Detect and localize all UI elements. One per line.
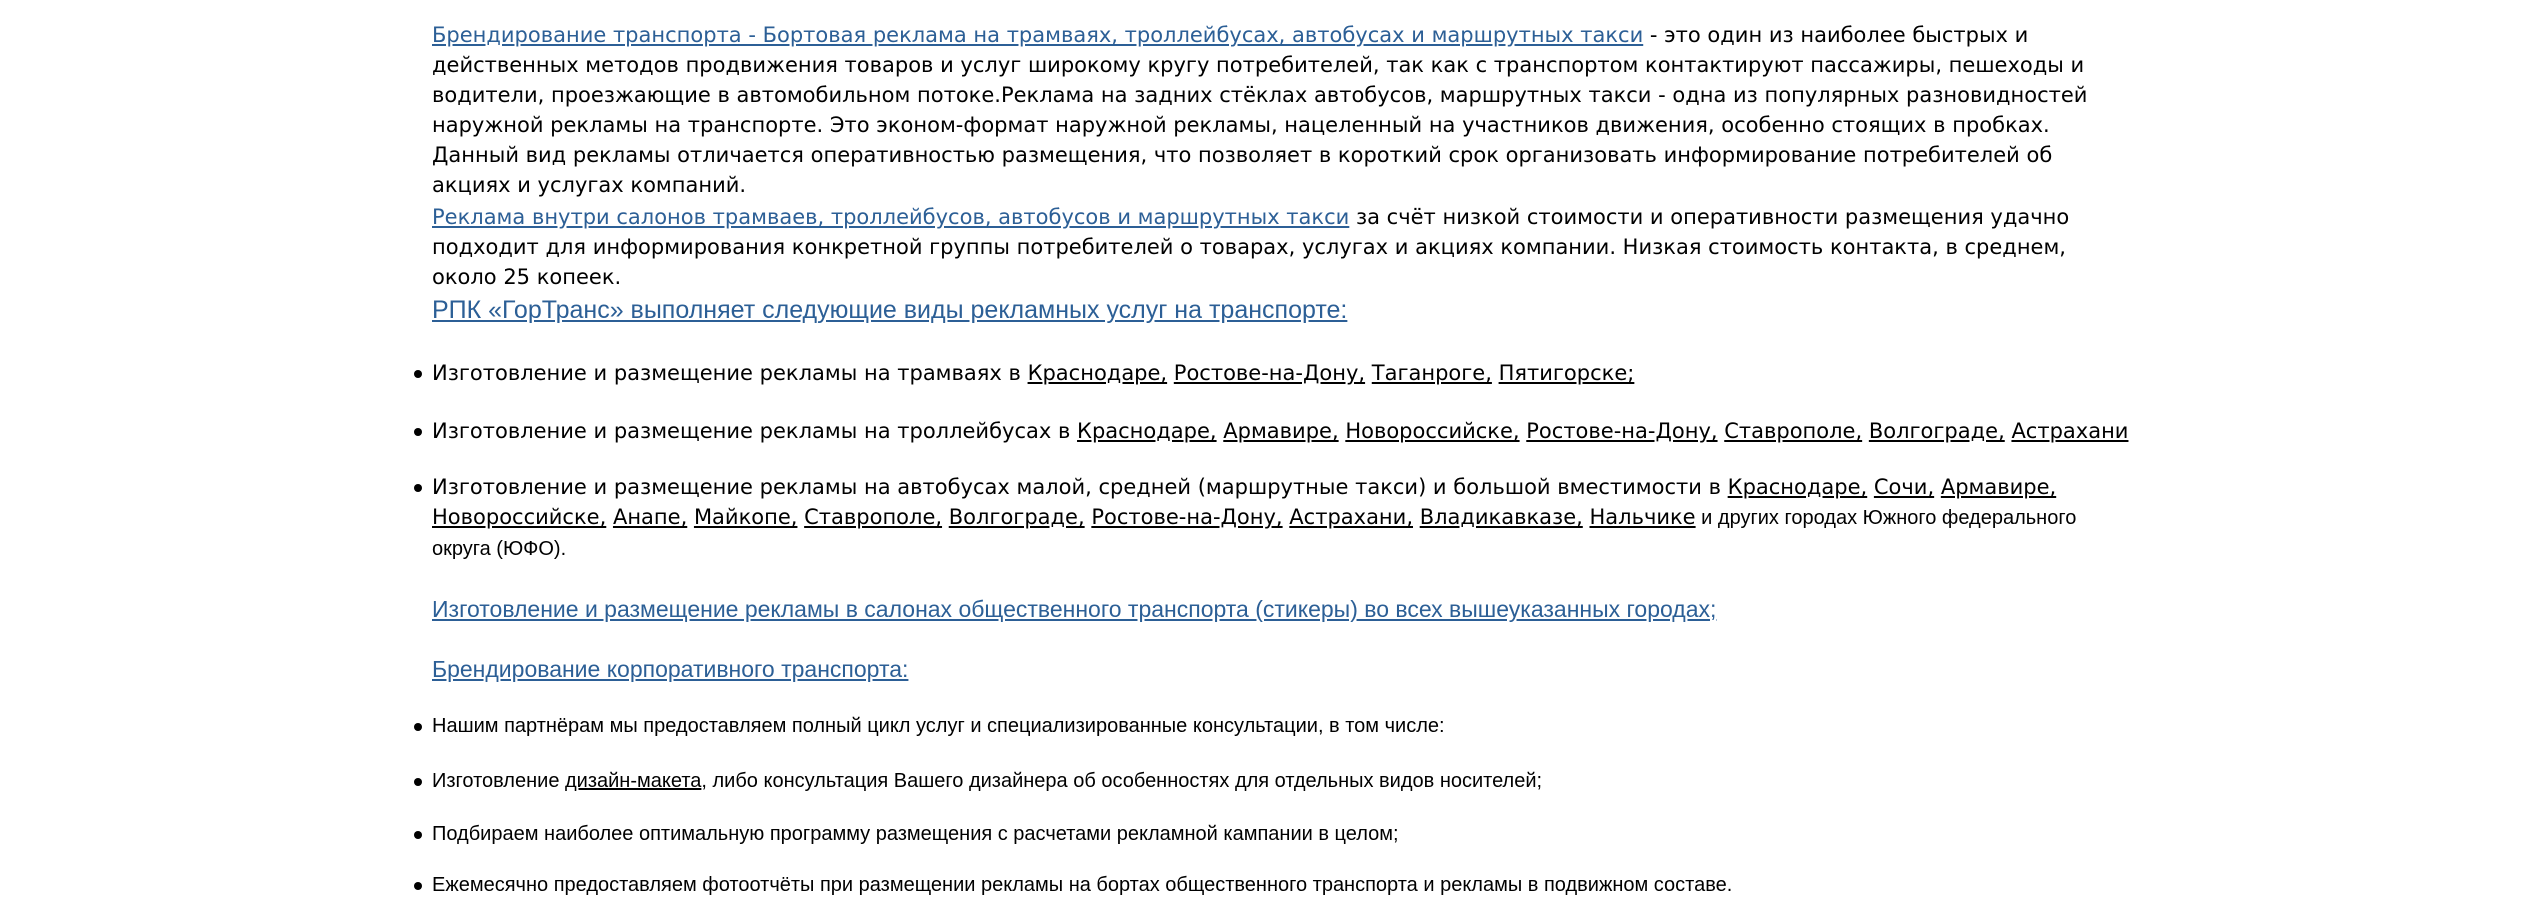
transport-services-list-3 bbox=[432, 472, 2132, 564]
city-link-stavropol[interactable]: Ставрополе, bbox=[1724, 419, 1863, 443]
stickers-heading-wrap bbox=[432, 594, 2132, 624]
list-item-trolleybuses bbox=[432, 416, 2132, 446]
city-link-rostov[interactable]: Ростове-на-Дону, bbox=[1173, 361, 1366, 385]
interior-ads-link[interactable]: Реклама внутри салонов трамваев, троллейбусов, автобусов и маршрутных такси bbox=[432, 205, 1350, 229]
city-link-taganrog[interactable]: Таганроге, bbox=[1371, 361, 1492, 385]
city-link-novorossiysk[interactable]: Новороссийске, bbox=[432, 505, 607, 529]
partner-services-list bbox=[432, 711, 2132, 741]
list-item-text: Изготовление и размещение рекламы на трамваях в bbox=[432, 361, 1028, 385]
city-link-nalchik[interactable]: Нальчике bbox=[1589, 505, 1696, 529]
list-item-program: Подбираем наиболее оптимальную программу размещения с расчетами рекламной кампании в целом; bbox=[432, 819, 2132, 849]
list-item-trams bbox=[432, 358, 2132, 388]
stickers-link[interactable]: Изготовление и размещение рекламы в салонах общественного транспорта (стикеры) во всех вышеуказанных городах; bbox=[432, 596, 1717, 622]
city-link-anapa[interactable]: Анапе, bbox=[612, 505, 688, 529]
list-item-design bbox=[432, 766, 2132, 796]
partner-services-list-3 bbox=[432, 819, 2132, 849]
city-link-stavropol[interactable]: Ставрополе, bbox=[804, 505, 943, 529]
list-item-text: Изготовление и размещение рекламы на троллейбусах в bbox=[432, 419, 1078, 443]
paragraph-interior-ads-text: за счёт низкой стоимости и оперативности размещения удачно подходит для информирования конкретной группы потребителей о товарах, услугах и акциях компании. Низкая стоимость контакта, в среднем, около 25 копеек. bbox=[432, 205, 2070, 289]
paragraph-interior-ads bbox=[432, 202, 2132, 292]
city-link-krasnodar[interactable]: Краснодаре, bbox=[1727, 475, 1868, 499]
design-layout-link[interactable]: дизайн-макета bbox=[565, 770, 702, 792]
list-item-suffix: и других городах Южного федерального округа (ЮФО). bbox=[432, 507, 2077, 560]
city-link-armavir[interactable]: Армавире, bbox=[1223, 419, 1339, 443]
list-item-text-suffix: , либо консультация Вашего дизайнера об особенностях для отдельных видов носителей; bbox=[701, 770, 1543, 792]
city-link-astrakhan[interactable]: Астрахани bbox=[2011, 419, 2129, 443]
transport-services-list-2 bbox=[432, 416, 2132, 446]
city-link-rostov[interactable]: Ростове-на-Дону, bbox=[1526, 419, 1718, 443]
branding-transport-link[interactable]: Брендирование транспорта - Бортовая реклама на трамваях, троллейбусах, автобусах и маршрутных такси bbox=[432, 23, 1644, 47]
city-link-vladikavkaz[interactable]: Владикавказе, bbox=[1419, 505, 1583, 529]
city-link-maykop[interactable]: Майкопе, bbox=[693, 505, 798, 529]
paragraph-branding bbox=[432, 20, 2132, 200]
city-link-armavir[interactable]: Армавире, bbox=[1940, 475, 2057, 499]
list-item-buses bbox=[432, 472, 2132, 564]
city-link-krasnodar[interactable]: Краснодаре, bbox=[1077, 419, 1217, 443]
partner-services-list-2 bbox=[432, 766, 2132, 796]
city-link-astrakhan[interactable]: Астрахани, bbox=[1289, 505, 1413, 529]
list-item-photo-reports: Ежемесячно предоставляем фотоотчёты при размещении рекламы на бортах общественного транспорта и рекламы в подвижном составе. bbox=[432, 870, 2132, 900]
city-link-krasnodar[interactable]: Краснодаре, bbox=[1027, 361, 1168, 385]
partner-services-list-4 bbox=[432, 870, 2132, 900]
city-link-sochi[interactable]: Сочи, bbox=[1873, 475, 1935, 499]
transport-services-list bbox=[432, 358, 2132, 388]
list-item-text: Изготовление и размещение рекламы на автобусах малой, средней (маршрутные такси) и большой вместимости в bbox=[432, 475, 1728, 499]
corporate-branding-link[interactable]: Брендирование корпоративного транспорта: bbox=[432, 656, 909, 682]
list-item-text: Изготовление bbox=[432, 770, 565, 792]
city-link-pyatigorsk[interactable]: Пятигорске; bbox=[1498, 361, 1635, 385]
services-heading-wrap bbox=[432, 294, 2132, 326]
city-link-volgograd[interactable]: Волгограде, bbox=[1868, 419, 2005, 443]
paragraph-branding-text: - это один из наиболее быстрых и действенных методов продвижения товаров и услуг широкому кругу потребителей, так как с транспортом контактируют пассажиры, пешеходы и водители, проезжающие в автомобильном потоке.Реклама на задних стёклах автобусов, маршрутных такси - одна из популярных разновидностей наружной рекламы на транспорте. Это эконом-формат наружной рекламы, нацеленный на участников движения, особенно стоящих в пробках. Данный вид рекламы отличается оперативностью размещения, что позволяет в короткий срок организовать информирование потребителей об акциях и услугах компаний. bbox=[432, 23, 2088, 197]
city-link-volgograd[interactable]: Волгограде, bbox=[948, 505, 1085, 529]
list-item-full-cycle: Нашим партнёрам мы предоставляем полный цикл услуг и специализированные консультации, в том числе: bbox=[432, 711, 2132, 741]
city-link-rostov[interactable]: Ростове-на-Дону, bbox=[1091, 505, 1283, 529]
services-heading[interactable]: РПК «ГорТранс» выполняет следующие виды рекламных услуг на транспорте: bbox=[432, 296, 1348, 324]
city-link-novorossiysk[interactable]: Новороссийске, bbox=[1345, 419, 1520, 443]
corporate-branding-heading-wrap bbox=[432, 654, 2132, 684]
